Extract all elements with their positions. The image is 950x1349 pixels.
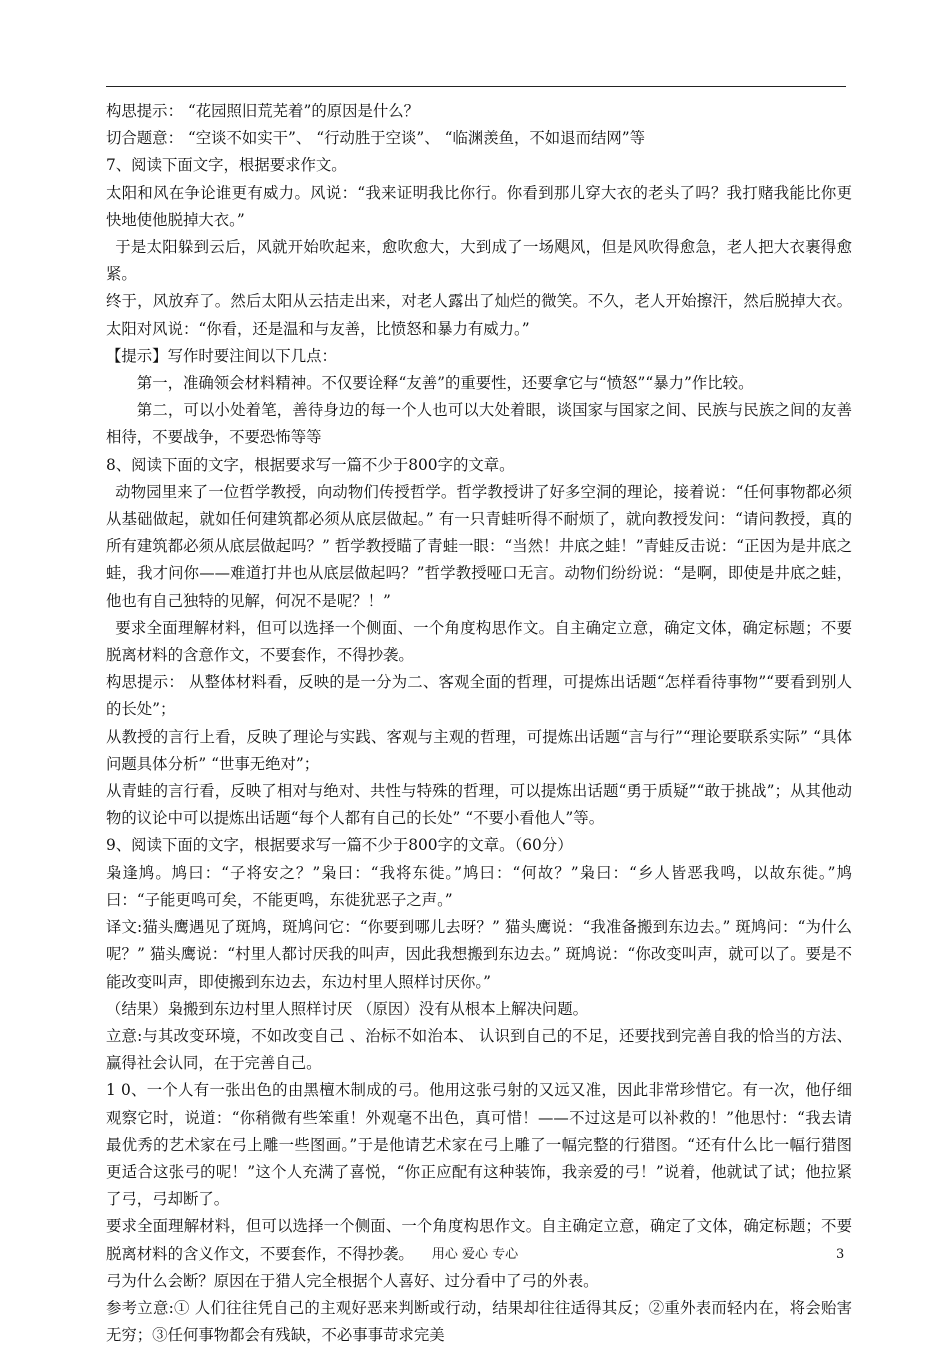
header-rule xyxy=(106,86,846,87)
paragraph: 于是太阳躲到云后，风就开始吹起来，愈吹愈大，大到成了一场飓风，但是风吹得愈急，老人把大衣裹得愈紧。 xyxy=(106,238,852,284)
page-footer: 用心 爱心 专心 xyxy=(431,1247,519,1262)
paragraph: 要求全面理解材料，但可以选择一个侧面、一个角度构思作文。自主确定立意，确定文体，确定标题；不要脱离材料的含意作文，不要套作，不得抄袭。 xyxy=(106,618,852,665)
paragraph: 【提示】写作时要注间以下几点： xyxy=(106,346,337,365)
paragraph: 立意:与其改变环境，不如改变自己 、治标不如治本、 认识到自己的不足，还要找到完善自我的恰当的方法、赢得社会认同，在于完善自己。 xyxy=(106,1026,852,1073)
paragraph: 第二，可以小处着笔，善待身边的每一个人也可以大处着眼，谈国家与国家之间、民族与民族之间的友善相待，不要战争，不要恐怖等等 xyxy=(106,401,852,447)
paragraph: 译文:猫头鹰遇见了斑鸠，斑鸠问它：“你要到哪儿去呀？” 猫头鹰说：“我准备搬到东边去。” 斑鸠问：“为什么呢？” 猫头鹰说：“村里人都讨厌我的叫声，因此我想搬到东边去。” 斑鸠说：“你改变叫声，就可以了。要是不能改变叫声，即使搬到东边去，东边村里人照样讨厌你。” xyxy=(106,918,852,991)
paragraph: 从教授的言行上看，反映了理论与实践、客观与主观的哲理，可提炼出话题“言与行”“理论要联系实际” “具体问题具体分析” “世事无绝对”； xyxy=(106,727,852,773)
paragraph: 构思提示： 从整体材料看，反映的是一分为二、客观全面的哲理，可提炼出话题“怎样看待事物”“要看到别人的长处”； xyxy=(106,673,852,719)
document-body xyxy=(106,98,852,1349)
question-heading: 1 0、一个人有一张出色的由黑檀木制成的弓。他用这张弓射的又远又准，因此非常珍惜它。有一次，他仔细观察它时，说道：“你稍微有些笨重！外观毫不出色，真可惜！——不过这是可以补救的！”他思忖：“我去请最优秀的艺术家在弓上雕一些图画。”于是他请艺术家在弓上雕了一幅完整的行猎图。“还有什么比一幅行猎图更适合这张弓的呢！”这个人充满了喜悦，“你正应配有这种装饰，我亲爱的弓！”说着，他就试了试；他拉紧了弓，弓却断了。 xyxy=(106,1081,852,1209)
paragraph: 构思提示： “花园照旧荒芜着”的原因是什么？ xyxy=(106,102,420,120)
paragraph: 动物园里来了一位哲学教授，向动物们传授哲学。哲学教授讲了好多空洞的理论，接着说：“任何事物都必须从基础做起，就如任何建筑都必须从底层做起。” 有一只青蛙听得不耐烦了，就向教授发问：“请问教授，真的所有建筑都必须从底层做起吗？” 哲学教授瞄了青蛙一眼：“当然！井底之蛙！”青蛙反击说：“正因为是井底之蛙，我才问你——难道打井也从底层做起吗？”哲学教授哑口无言。动物们纷纷说：“是啊，即使是井底之蛙，他也有自己独特的见解，何况不是呢？！” xyxy=(106,482,852,610)
paragraph: （结果）枭搬到东边村里人照样讨厌 （原因）没有从根本上解决问题。 xyxy=(106,999,589,1018)
paragraph: 要求全面理解材料，但可以选择一个侧面、一个角度构思作文。自主确定立意，确定了文体，确定标题；不要脱离材料的含义作文，不要套作，不得抄袭。 xyxy=(106,1217,852,1263)
paragraph: 参考立意:① 人们往往凭自己的主观好恶来判断或行动，结果却往往适得其反；②重外表而轻内在，将会贻害无穷；③任何事物都会有残缺，不必事事苛求完美 xyxy=(106,1298,852,1345)
paragraph: 切合题意： “空谈不如实干”、 “行动胜于空谈”、 “临渊羡鱼，不如退而结网”等 xyxy=(106,129,645,148)
question-heading: 9、阅读下面的文字，根据要求写一篇不少于800字的文章。（60分） xyxy=(106,836,573,855)
paragraph: 太阳和风在争论谁更有威力。风说：“我来证明我比你行。你看到那儿穿大衣的老头了吗？我打赌我能比你更快地使他脱掉大衣。” xyxy=(106,183,852,229)
paragraph: 弓为什么会断？原因在于猎人完全根据个人喜好、过分看中了弓的外表。 xyxy=(106,1271,599,1290)
page-number: 3 xyxy=(836,1247,845,1262)
paragraph: 终于，风放弃了。然后太阳从云拮走出来，对老人露出了灿烂的微笑。不久，老人开始擦汗，然后脱掉大衣。太阳对风说：“你看，还是温和与友善，比愤怒和暴力有威力。” xyxy=(106,292,852,338)
paragraph: 第一，准确领会材料精神。不仅要诠释“友善”的重要性，还要拿它与“愤怒”“暴力”作比较。 xyxy=(136,374,754,393)
question-heading: 7、阅读下面文字，根据要求作文。 xyxy=(106,156,347,175)
paragraph: 枭逢鸠。鸠曰：“子将安之？”枭曰：“我将东徙。”鸠曰：“何故？”枭曰：“乡人皆恶我鸣，以故东徙。”鸠曰：“子能更鸣可矣，不能更鸣，东徙犹恶子之声。” xyxy=(106,863,852,909)
question-heading: 8、阅读下面的文字，根据要求写一篇不少于800字的文章。 xyxy=(106,455,515,474)
paragraph: 从青蛙的言行看，反映了相对与绝对、共性与特殊的哲理，可以提炼出话题“勇于质疑”“敢于挑战”；从其他动物的议论中可以提炼出话题“每个人都有自己的长处” “不要小看他人”等。 xyxy=(106,782,852,828)
